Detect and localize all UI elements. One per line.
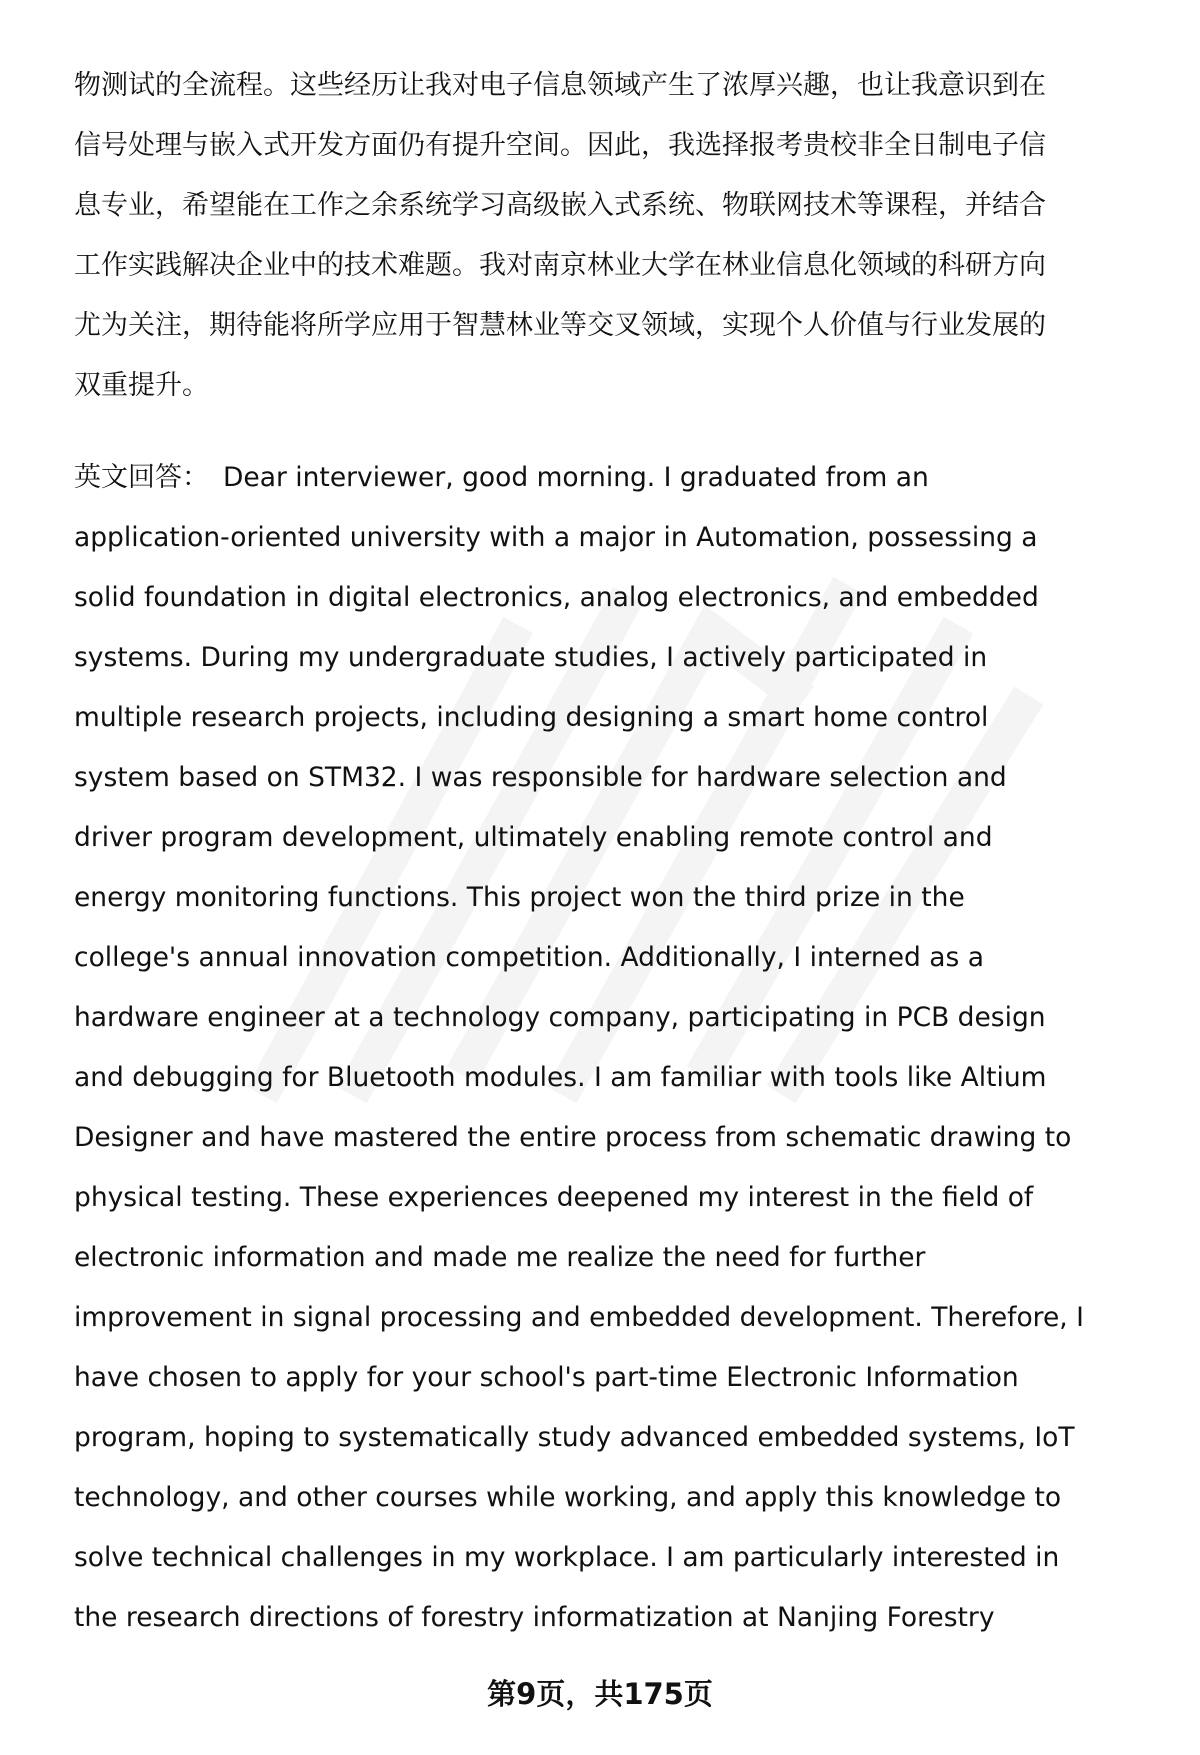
english-line: improvement in signal processing and embedded development. Therefore, I bbox=[74, 1302, 1084, 1333]
chinese-line: 双重提升。 bbox=[74, 370, 209, 401]
english-line: application-oriented university with a major in Automation, possessing a bbox=[74, 522, 1038, 553]
chinese-answer-paragraph bbox=[74, 56, 1164, 416]
chinese-line: 息专业，希望能在工作之余系统学习高级嵌入式系统、物联网技术等课程，并结合 bbox=[74, 190, 1046, 221]
english-line: driver program development, ultimately enabling remote control and bbox=[74, 822, 993, 853]
english-answer-paragraph bbox=[74, 448, 1164, 1648]
english-line: solve technical challenges in my workplace. I am particularly interested in bbox=[74, 1542, 1060, 1573]
english-line: program, hoping to systematically study advanced embedded systems, IoT bbox=[74, 1422, 1075, 1453]
english-line: energy monitoring functions. This project won the third prize in the bbox=[74, 882, 965, 913]
chinese-line: 物测试的全流程。这些经历让我对电子信息领域产生了浓厚兴趣，也让我意识到在 bbox=[74, 70, 1046, 101]
english-line-text: Dear interviewer, good morning. I graduated from an bbox=[223, 462, 929, 493]
page-number-footer: 第9页，共175页 bbox=[487, 1677, 713, 1711]
chinese-line: 尤为关注，期待能将所学应用于智慧林业等交叉领域，实现个人价值与行业发展的 bbox=[74, 310, 1046, 341]
english-line: system based on STM32. I was responsible for hardware selection and bbox=[74, 762, 1007, 793]
english-line: have chosen to apply for your school's part-time Electronic Information bbox=[74, 1362, 1019, 1393]
english-line: hardware engineer at a technology company, participating in PCB design bbox=[74, 1002, 1046, 1033]
english-line: solid foundation in digital electronics, analog electronics, and embedded bbox=[74, 582, 1039, 613]
english-line: electronic information and made me realize the need for further bbox=[74, 1242, 926, 1273]
english-line: physical testing. These experiences deepened my interest in the field of bbox=[74, 1182, 1034, 1213]
english-line: college's annual innovation competition. Additionally, I interned as a bbox=[74, 942, 984, 973]
english-line: Designer and have mastered the entire process from schematic drawing to bbox=[74, 1122, 1072, 1153]
english-line: technology, and other courses while working, and apply this knowledge to bbox=[74, 1482, 1062, 1513]
english-line: systems. During my undergraduate studies, I actively participated in bbox=[74, 642, 988, 673]
english-line: the research directions of forestry informatization at Nanjing Forestry bbox=[74, 1602, 995, 1633]
english-answer-label: 英文回答： bbox=[74, 462, 209, 493]
chinese-line: 工作实践解决企业中的技术难题。我对南京林业大学在林业信息化领域的科研方向 bbox=[74, 250, 1046, 281]
english-line: multiple research projects, including designing a smart home control bbox=[74, 702, 989, 733]
english-line-first bbox=[74, 448, 1164, 508]
chinese-line: 信号处理与嵌入式开发方面仍有提升空间。因此，我选择报考贵校非全日制电子信 bbox=[74, 130, 1046, 161]
english-line: and debugging for Bluetooth modules. I am familiar with tools like Altium bbox=[74, 1062, 1047, 1093]
